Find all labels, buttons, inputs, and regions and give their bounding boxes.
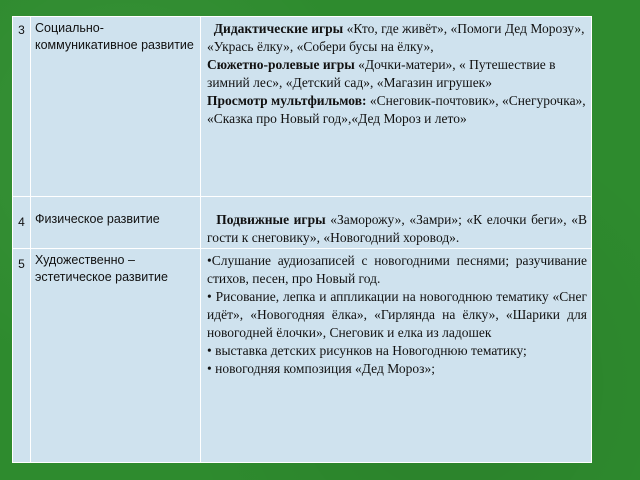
- row-number: 3: [13, 17, 31, 197]
- development-area: Физическое развитие: [31, 197, 201, 249]
- activities-cell: [201, 197, 592, 249]
- activity-text: «Снеговик-почтовик», «Снегурочка», «Сказка про Новый год»,«Дед Мороз и лето»: [207, 93, 586, 126]
- table-row: [13, 249, 592, 463]
- development-area: Социально-коммуникативное развитие: [31, 17, 201, 197]
- activities-table: [12, 16, 592, 463]
- activity-block: [207, 92, 587, 128]
- activity-text: «Дочки-матери», « Путешествие в зимний лес», «Детский сад», «Магазин игрушек»: [207, 57, 556, 90]
- activity-item: • новогодняя композиция «Дед Мороз»;: [207, 361, 435, 376]
- row-number: 4: [13, 197, 31, 249]
- activities-cell: [201, 17, 592, 197]
- activity-block: [207, 20, 587, 56]
- activity-item: • выставка детских рисунков на Новогоднюю тематику;: [207, 343, 527, 358]
- activity-heading: Просмотр мультфильмов:: [207, 93, 367, 108]
- table-row: [13, 197, 592, 249]
- row-number: 5: [13, 249, 31, 463]
- activities-cell: [201, 249, 592, 463]
- activity-block: [207, 56, 587, 92]
- activity-text: «Заморожу», «Замри»; «К елочки беги», «В гости к снеговику», «Новогодний хоровод».: [207, 212, 588, 245]
- development-area: Художественно – эстетическое развитие: [31, 249, 201, 463]
- activity-item: • Рисование, лепка и аппликации на новогоднюю тематику «Снег идёт», «Новогодняя ёлка», «Гирлянда на ёлку», «Шарики для новогодней ёлочки», Снеговик и елка из ладошек: [207, 289, 587, 340]
- activity-item: •Слушание аудиозаписей с новогодними песнями; разучивание стихов, песен, про Новый год.: [207, 253, 587, 286]
- table-row: [13, 17, 592, 197]
- activity-heading: Сюжетно-ролевые игры: [207, 57, 355, 72]
- activity-heading: Дидактические игры: [213, 21, 344, 36]
- activity-text: «Кто, где живёт», «Помоги Дед Морозу», «Укрась ёлку», «Собери бусы на ёлку»,: [207, 21, 585, 54]
- activity-heading: Подвижные игры: [216, 212, 326, 227]
- activity-block: [207, 211, 587, 247]
